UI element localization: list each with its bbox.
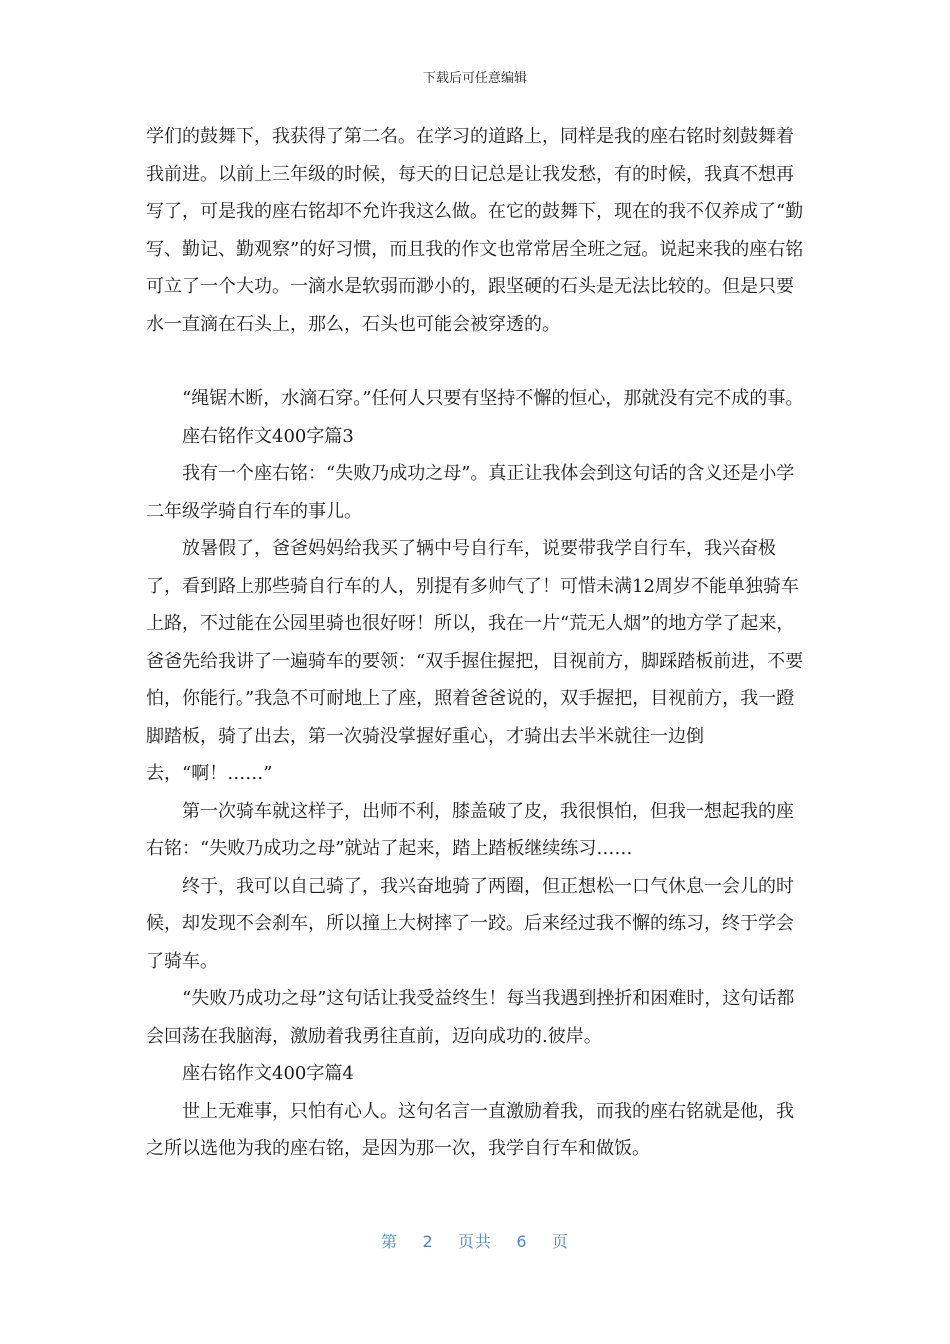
- footer-prefix: 第: [381, 1232, 399, 1251]
- paragraph: 我有一个座右铭：“失败乃成功之母”。真正让我体会到这句话的含义还是小学二年级学骑自行车的事儿。: [146, 463, 795, 522]
- page-header: 下载后可任意编辑: [422, 71, 527, 86]
- paragraph: 放暑假了，爸爸妈妈给我买了辆中号自行车，说要带我学自行车，我兴奋极了，看到路上那些骑自行车的人，别提有多帅气了！可惜未满12周岁不能单独骑车上路，不过能在公园里骑也很好呀！所以，我在一片“荒无人烟”的地方学了起来，爸爸先给我讲了一遍骑车的要领：“双手握住握把，目视前方，脚踩踏板前进，不要怕，你能行。”我急不可耐地上了座，照着爸爸说的，双手握把，目视前方，我一蹬脚踏板，骑了出去，第一次骑没掌握好重心，才骑出去半米就往一边倒去，“啊！……”: [146, 538, 804, 784]
- footer-total-pages: 6: [516, 1232, 528, 1251]
- footer-suffix: 页: [551, 1232, 569, 1251]
- section-heading-3: 座右铭作文400字篇3: [182, 425, 354, 447]
- paragraph: “失败乃成功之母”这句话让我受益终生！每当我遇到挫折和困难时，这句话都会回荡在我脑海，激励着我勇往直前，迈向成功的.彼岸。: [146, 988, 795, 1047]
- document-body: [146, 118, 806, 1168]
- paragraph-continuation: 学们的鼓舞下，我获得了第二名。在学习的道路上，同样是我的座右铭时刻鼓舞着我前进。以前上三年级的时候，每天的日记总是让我发愁，有的时候，我真不想再写了，可是我的座右铭却不允许我这么做。在它的鼓舞下，现在的我不仅养成了“勤写、勤记、勤观察”的好习惯，而且我的作文也常常居全班之冠。说起来我的座右铭可立了一个大功。一滴水是软弱而渺小的，跟坚硬的石头是无法比较的。但是只要水一直滴在石头上，那么，石头也可能会被穿透的。: [146, 126, 804, 335]
- footer-middle: 页共: [457, 1232, 492, 1251]
- section-heading-4: 座右铭作文400字篇4: [182, 1063, 354, 1084]
- paragraph-quote: “绳锯木断，水滴石穿。”任何人只要有坚持不懈的恒心，那就没有完不成的事。: [182, 388, 804, 409]
- paragraph: 第一次骑车就这样子，出师不利，膝盖破了皮，我很惧怕，但我一想起我的座右铭：“失败乃成功之母”就站了起来，踏上踏板继续练习……: [146, 800, 794, 859]
- footer-page-number: 2: [422, 1232, 434, 1251]
- paragraph: 终于，我可以自己骑了，我兴奋地骑了两圈，但正想松一口气休息一会儿的时候，却发现不会刹车，所以撞上大树摔了一跤。后来经过我不懈的练习，终于学会了骑车。: [146, 875, 794, 972]
- page-footer: [0, 1229, 950, 1252]
- paragraph: 世上无难事，只怕有心人。这句名言一直激励着我，而我的座右铭就是他，我之所以选他为我的座右铭，是因为那一次，我学自行车和做饭。: [146, 1100, 794, 1159]
